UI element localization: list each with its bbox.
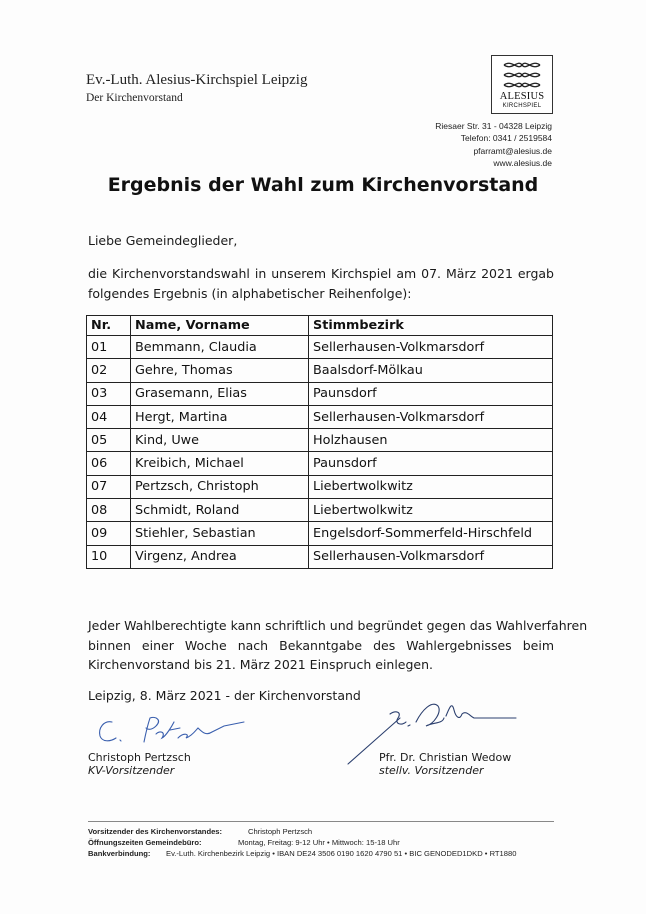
- objection-notice: [88, 616, 588, 675]
- cell-name: Hergt, Martina: [131, 405, 309, 428]
- cell-district: Paunsdorf: [309, 382, 553, 405]
- table-row: [87, 452, 553, 475]
- address-email: pfarramt@alesius.de: [473, 145, 552, 156]
- address-phone: Telefon: 0341 / 2519584: [460, 133, 552, 144]
- table-row: [87, 429, 553, 452]
- notice-line: binnen einer Woche nach Bekanntgabe des Wahlergebnisses beim: [88, 637, 554, 653]
- table-row: [87, 545, 553, 568]
- footer-divider: [88, 821, 554, 822]
- cell-district: Liebertwolkwitz: [309, 475, 553, 498]
- cell-nr: 01: [87, 336, 131, 359]
- cell-district: Sellerhausen-Volkmarsdorf: [309, 405, 553, 428]
- cell-name: Bemmann, Claudia: [131, 336, 309, 359]
- cell-name: Kind, Uwe: [131, 429, 309, 452]
- signer-pertzsch: [88, 751, 191, 777]
- cell-district: Sellerhausen-Volkmarsdorf: [309, 336, 553, 359]
- footer: [88, 826, 516, 859]
- intro-paragraph: [88, 264, 554, 303]
- signer-role: stellv. Vorsitzender: [379, 764, 484, 777]
- address-block: [435, 120, 552, 169]
- intro-line: die Kirchenvorstandswahl in unserem Kirchspiel am 07. März 2021 ergab: [88, 266, 554, 281]
- cell-nr: 10: [87, 545, 131, 568]
- column-header-nr: Nr.: [87, 316, 131, 336]
- cell-district: Sellerhausen-Volkmarsdorf: [309, 545, 553, 568]
- footer-chair-value: Christoph Pertzsch: [248, 827, 313, 836]
- cell-nr: 06: [87, 452, 131, 475]
- signer-role: KV-Vorsitzender: [88, 764, 175, 777]
- table-row: [87, 475, 553, 498]
- column-header-name: Name, Vorname: [131, 316, 309, 336]
- logo-subtitle: KIRCHSPIEL: [502, 103, 542, 109]
- salutation: Liebe Gemeindeglieder,: [88, 233, 238, 248]
- signer-wedow: [379, 751, 511, 777]
- logo-name: ALESIUS: [499, 91, 545, 102]
- footer-bank-label: Bankverbindung:: [88, 849, 151, 858]
- cell-district: Holzhausen: [309, 429, 553, 452]
- cell-nr: 03: [87, 382, 131, 405]
- signer-name: Pfr. Dr. Christian Wedow: [379, 751, 512, 764]
- cell-nr: 07: [87, 475, 131, 498]
- table-row: [87, 359, 553, 382]
- footer-chair-label: Vorsitzender des Kirchenvorstandes:: [88, 827, 223, 836]
- cell-nr: 04: [87, 405, 131, 428]
- cell-name: Gehre, Thomas: [131, 359, 309, 382]
- cell-district: Engelsdorf-Sommerfeld-Hirschfeld: [309, 522, 553, 545]
- signature-pertzsch: [94, 712, 254, 754]
- cell-nr: 05: [87, 429, 131, 452]
- cell-name: Schmidt, Roland: [131, 499, 309, 522]
- table-row: [87, 499, 553, 522]
- table-row: [87, 405, 553, 428]
- cell-district: Liebertwolkwitz: [309, 499, 553, 522]
- cell-nr: 02: [87, 359, 131, 382]
- cell-district: Paunsdorf: [309, 452, 553, 475]
- footer-bank-value: Ev.-Luth. Kirchenbezirk Leipzig • IBAN DE24 3506 0190 1620 4790 51 • BIC GENODED1DKD • RT1880: [166, 849, 517, 858]
- cell-name: Grasemann, Elias: [131, 382, 309, 405]
- results-table: [86, 315, 553, 569]
- cell-name: Pertzsch, Christoph: [131, 475, 309, 498]
- cell-name: Virgenz, Andrea: [131, 545, 309, 568]
- cell-name: Stiehler, Sebastian: [131, 522, 309, 545]
- knot-emblem-icon: [502, 59, 542, 91]
- cell-nr: 09: [87, 522, 131, 545]
- notice-line: Jeder Wahlberechtigte kann schriftlich und begründet gegen das Wahlverfahren: [88, 618, 588, 633]
- document-title: Ergebnis der Wahl zum Kirchenvorstand: [107, 174, 539, 196]
- cell-district: Baalsdorf-Mölkau: [309, 359, 553, 382]
- address-street: Riesaer Str. 31 - 04328 Leipzig: [435, 121, 552, 131]
- table-row: [87, 336, 553, 359]
- place-date: Leipzig, 8. März 2021 - der Kirchenvorstand: [88, 688, 361, 703]
- intro-line: folgendes Ergebnis (in alphabetischer Reihenfolge):: [88, 285, 412, 301]
- column-header-district: Stimmbezirk: [309, 316, 553, 336]
- signer-name: Christoph Pertzsch: [88, 751, 191, 764]
- table-header-row: [87, 316, 553, 336]
- department-name: Der Kirchenvorstand: [86, 92, 183, 104]
- cell-name: Kreibich, Michael: [131, 452, 309, 475]
- cell-nr: 08: [87, 499, 131, 522]
- table-row: [87, 522, 553, 545]
- notice-line: Kirchenvorstand bis 21. März 2021 Einspruch einlegen.: [88, 657, 434, 672]
- table-row: [87, 382, 553, 405]
- address-web: www.alesius.de: [493, 157, 552, 168]
- organization-name: Ev.-Luth. Alesius-Kirchspiel Leipzig: [86, 72, 308, 88]
- church-logo: [491, 55, 553, 114]
- footer-hours-label: Öffnungszeiten Gemeindebüro:: [88, 838, 202, 847]
- footer-hours-value: Montag, Freitag: 9-12 Uhr • Mittwoch: 15-18 Uhr: [238, 838, 400, 847]
